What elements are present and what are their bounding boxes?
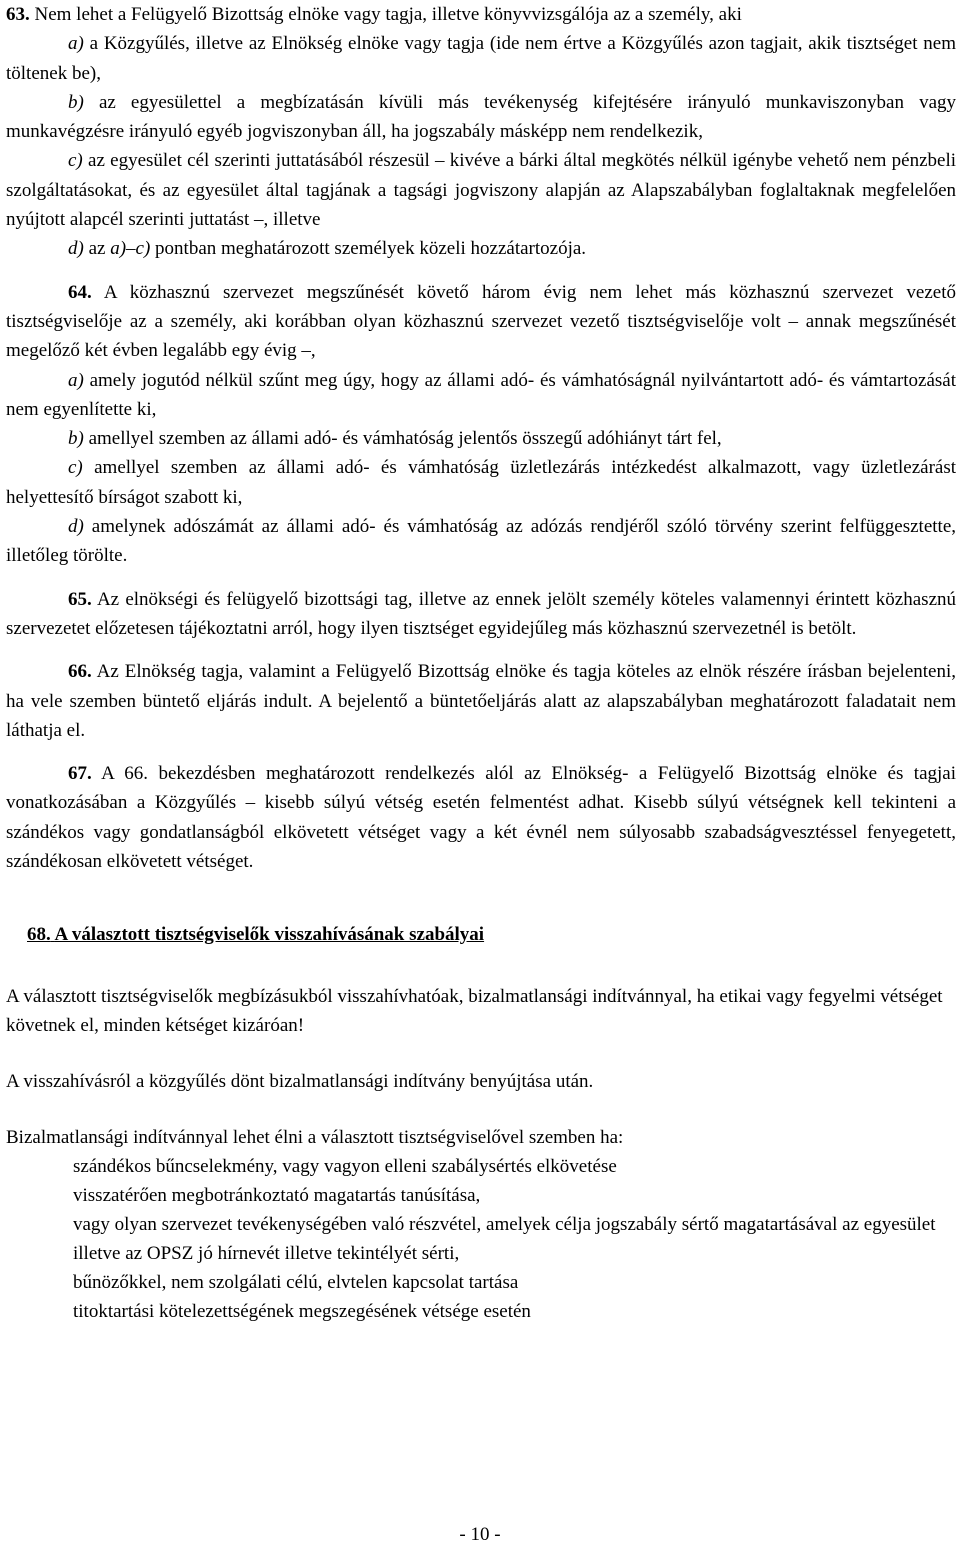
section-67: 67. A 66. bekezdésben meghatározott rendelkezés alól az Elnökség- a Felügyelő Bizottság elnöke és tagjai vonatkozásában a Közgyűlés – kisebb súlyú vétség esetén felmentést adhat. Kisebb súlyú vétségnek kell tekinteni a szándékos vagy gondatlanságból elkövetett vétséget vagy a két évnél nem súlyosabb szabadságvesztéssel fenyegetett, szándékosan elkövetett vétséget. <box>6 763 957 873</box>
section-63-item-a: a) a Közgyűlés, illetve az Elnökség elnöke vagy tagja (ide nem értve a Közgyűlés azon tagjait, akik tisztséget nem töltenek be), <box>6 33 956 84</box>
section-number: 68. <box>27 924 51 946</box>
section-63-intro: 63. Nem lehet a Felügyelő Bizottság elnöke vagy tagja, illetve könyvvizsgálója az a személy, aki <box>6 4 742 25</box>
section-64-intro: 64. A közhasznú szervezet megszűnését követő három évig nem lehet más közhasznú szervezet vezető tisztségviselője az a személy, aki korábban olyan közhasznú szervezet vezető tisztségviselője volt – annak megszűnését megelőző két évben legalább egy évig –, <box>6 281 956 362</box>
section-64-item-d: d) amelynek adószámát az állami adó- és vámhatóság az adózás rendjéről szóló törvény szerint felfüggesztette, illetőleg törölte. <box>6 516 957 567</box>
section-66: 66. Az Elnökség tagja, valamint a Felügyelő Bizottság elnöke és tagja köteles az elnök részére írásban bejelenteni, ha vele szemben büntető eljárás indult. A bejelentő a büntetőeljárás alatt az alapszabályban meghatározott faladatait nem láthatja el. <box>6 661 956 741</box>
recall-grounds-list <box>6 1152 956 1326</box>
section-number: 67. <box>68 763 92 785</box>
list-item: vagy olyan szervezet tevékenységében való részvétel, amelyek célja jogszabály sértő magatartásával az egyesület illetve az OPSZ jó hírnevét illetve tekintélyét sérti, <box>73 1213 936 1264</box>
list-item: bűnözőkkel, nem szolgálati célú, elvtelen kapcsolat tartása <box>73 1271 519 1293</box>
section-64-item-a: a) amely jogutód nélkül szűnt meg úgy, hogy az állami adó- és vámhatóságnál nyilvántartott adó- és vámtartozását nem egyenlítette ki, <box>6 369 956 420</box>
page-number: - 10 - <box>459 1524 501 1545</box>
section-68-paragraph-2: A visszahívásról a közgyűlés dönt bizalmatlansági indítvány benyújtása után. <box>6 1070 594 1092</box>
section-68-paragraph-1: A választott tisztségviselők megbízásukból visszahívhatóak, bizalmatlansági indítvánnyal, ha etikai vagy fegyelmi vétséget követnek el, minden kétséget kizáróan! <box>6 985 943 1036</box>
section-number: 63. <box>6 4 30 25</box>
document-page <box>6 0 956 1326</box>
list-item: szándékos bűncselekmény, vagy vagyon elleni szabálysértés elkövetése <box>73 1155 617 1177</box>
section-63-item-c: c) az egyesület cél szerinti juttatásából részesül – kivéve a bárki által megkötés nélkül igénybe vehető nem pénzbeli szolgáltatásokat, és az egyesület által tagjának a tagsági jogviszony alapján az Alapszabályban foglaltaknak megfelelően nyújtott alapcél szerinti juttatást –, illetve <box>6 150 957 231</box>
section-number: 64. <box>68 281 92 303</box>
section-63-item-b: b) az egyesülettel a megbízatásán kívüli más tevékenység kifejtésére irányuló munkaviszonyban vagy munkavégzésre irányuló egyéb jogviszonyban áll, ha jogszabály másképp nem rendelkezik, <box>6 91 957 143</box>
section-65: 65. Az elnökségi és felügyelő bizottsági tag, illetve az ennek jelölt személy köteles valamennyi érintett közhasznú szervezetet előzetesen tájékoztatni arról, hogy ilyen tisztséget egyidejűleg más közhasznú szervezetnél is betölt. <box>6 588 957 639</box>
section-68-heading: 68. A választott tisztségviselők visszahívásának szabályai <box>27 924 485 946</box>
section-64-item-c: c) amellyel szemben az állami adó- és vámhatóság üzletlezárás intézkedést alkalmazott, vagy üzletlezárást helyettesítő bírságot szabott ki, <box>6 457 957 508</box>
list-item: titoktartási kötelezettségének megszegésének vétsége esetén <box>73 1300 531 1322</box>
section-number: 65. <box>68 588 92 610</box>
section-68-paragraph-3: Bizalmatlansági indítvánnyal lehet élni a választott tisztségviselővel szemben ha: <box>6 1126 624 1148</box>
section-63-item-d: d) az a)–c) pontban meghatározott személyek közeli hozzátartozója. <box>68 238 587 260</box>
section-number: 66. <box>68 661 92 683</box>
section-64-item-b: b) amellyel szemben az állami adó- és vámhatóság jelentős összegű adóhiányt tárt fel, <box>68 428 722 450</box>
list-item: visszatérően megbotránkoztató magatartás tanúsítása, <box>73 1184 481 1206</box>
